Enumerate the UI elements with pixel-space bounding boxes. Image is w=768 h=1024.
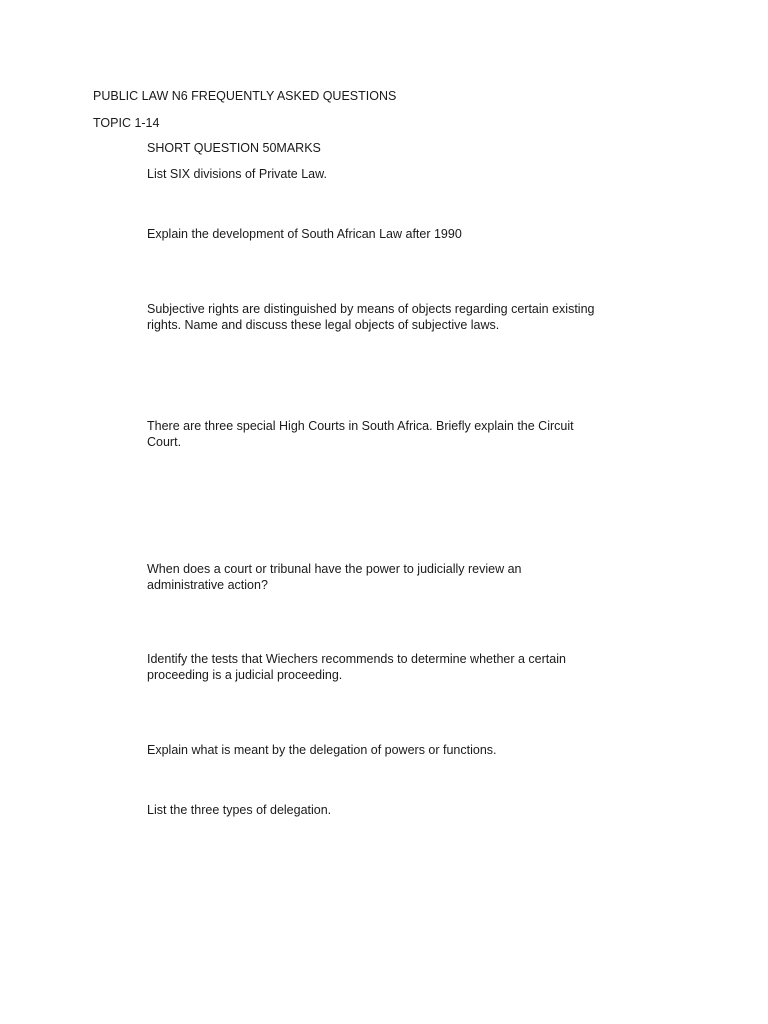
question-item: Subjective rights are distinguished by means of objects regarding certain existing rights. Name and discuss these legal objects of subjective laws.: [147, 302, 595, 332]
question-item: Explain what is meant by the delegation of powers or functions.: [147, 743, 497, 757]
topic-heading: TOPIC 1-14: [93, 116, 160, 130]
question-item: List the three types of delegation.: [147, 803, 332, 817]
question-item: Explain the development of South African Law after 1990: [147, 227, 462, 241]
document-title: PUBLIC LAW N6 FREQUENTLY ASKED QUESTIONS: [93, 89, 397, 103]
question-item: Identify the tests that Wiechers recommends to determine whether a certain proceeding is a judicial proceeding.: [147, 652, 566, 682]
question-item: There are three special High Courts in South Africa. Briefly explain the Circuit Court.: [147, 419, 574, 449]
section-heading: SHORT QUESTION 50MARKS: [147, 141, 321, 155]
question-item: List SIX divisions of Private Law.: [147, 167, 327, 181]
question-item: When does a court or tribunal have the power to judicially review an administrative action?: [147, 562, 522, 592]
